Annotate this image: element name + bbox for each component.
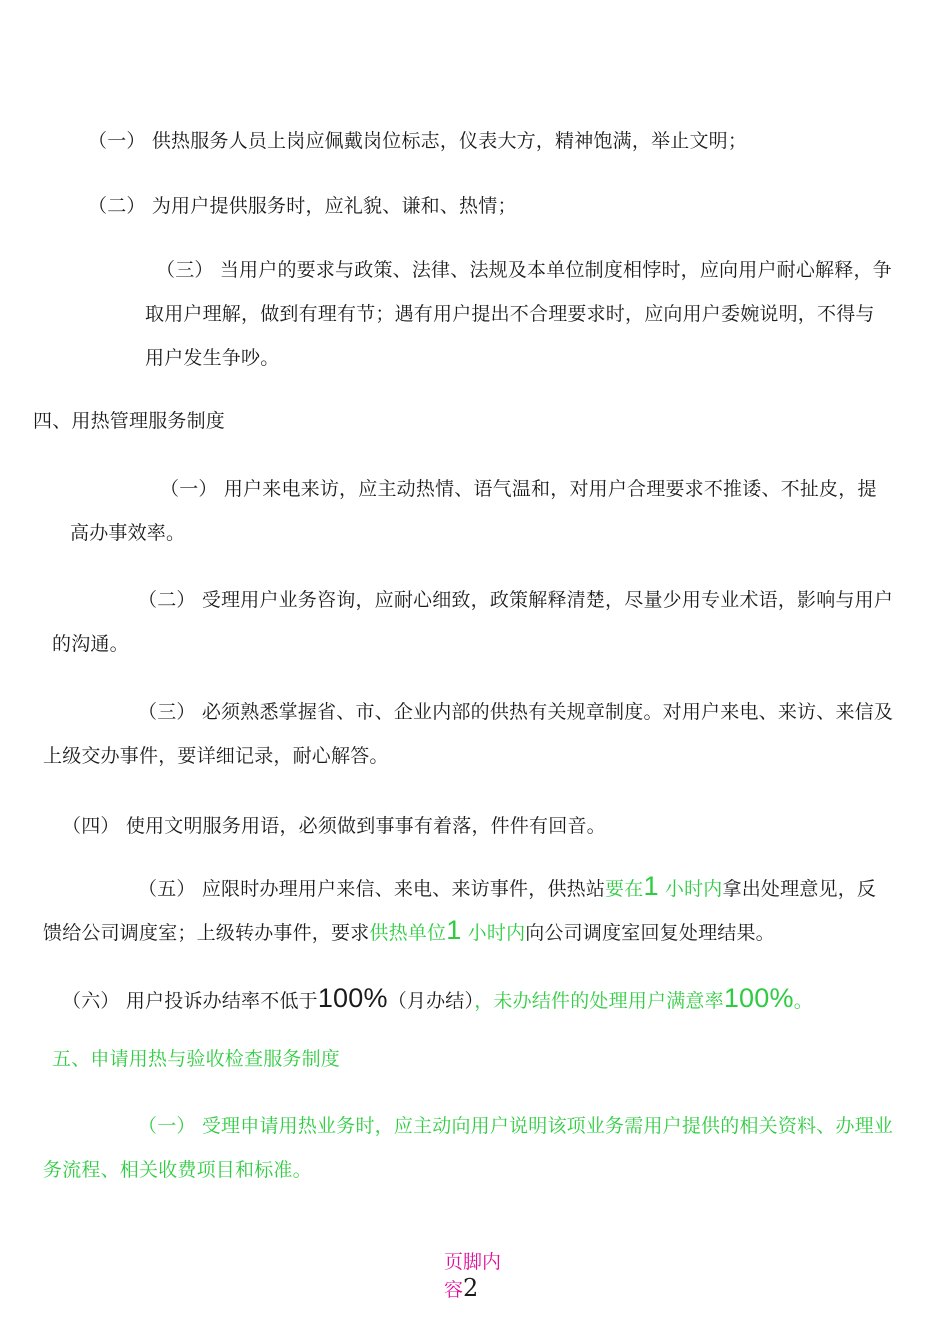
paragraph-3-3-line1: （三） 当用户的要求与政策、法律、法规及本单位制度相悖时，应向用户耐心解释，争 bbox=[156, 259, 892, 281]
paragraph-4-6 bbox=[62, 983, 813, 1013]
footer-text-line1: 页脚内 bbox=[444, 1251, 502, 1273]
footer-text-line2 bbox=[444, 1275, 501, 1303]
paragraph-4-5-line1 bbox=[138, 871, 877, 901]
highlight-text: 要在 bbox=[605, 878, 644, 900]
paragraph-4-3-line1: （三） 必须熟悉掌握省、市、企业内部的供热有关规章制度。对用户来电、来访、来信及 bbox=[138, 701, 894, 723]
text-segment: （五） 应限时办理用户来信、来电、来访事件，供热站 bbox=[138, 878, 606, 900]
paragraph-4-3-line2: 上级交办事件，要详细记录，耐心解答。 bbox=[43, 745, 389, 767]
highlight-number: 1 bbox=[643, 871, 659, 901]
highlight-text: 。 bbox=[793, 990, 813, 1012]
paragraph-5-1-line2: 务流程、相关收费项目和标准。 bbox=[43, 1159, 312, 1181]
paragraph-3-3-line2: 取用户理解，做到有理有节；遇有用户提出不合理要求时，应向用户委婉说明，不得与 bbox=[145, 303, 875, 325]
section-5-heading: 五、申请用热与验收检查服务制度 bbox=[52, 1048, 341, 1070]
highlight-number: 1 bbox=[446, 915, 462, 945]
text-segment: （月办结） bbox=[387, 990, 475, 1012]
paragraph-3-2: （二） 为用户提供服务时，应礼貌、谦和、热情； bbox=[88, 195, 517, 217]
paragraph-4-1-line1: （一） 用户来电来访，应主动热情、语气温和，对用户合理要求不推诿、不扯皮，提 bbox=[160, 478, 877, 500]
percent-value: 100% bbox=[317, 983, 388, 1013]
highlight-text: 小时内 bbox=[658, 878, 723, 900]
footer-text: 容 bbox=[444, 1279, 464, 1301]
paragraph-4-2-line2: 的沟通。 bbox=[52, 633, 129, 655]
page-footer bbox=[444, 1249, 501, 1303]
page-number: 2 bbox=[463, 1274, 479, 1302]
paragraph-4-2-line1: （二） 受理用户业务咨询，应耐心细致，政策解释清楚，尽量少用专业术语，影响与用户 bbox=[138, 589, 894, 611]
highlight-text: ，未办结件的处理用户满意率 bbox=[474, 990, 724, 1012]
text-segment: 拿出处理意见，反 bbox=[722, 878, 877, 900]
paragraph-4-4: （四） 使用文明服务用语，必须做到事事有着落，件件有回音。 bbox=[62, 815, 606, 837]
highlight-text: 供热单位 bbox=[369, 922, 447, 944]
text-segment: 向公司调度室回复处理结果。 bbox=[525, 922, 775, 944]
paragraph-4-1-line2: 高办事效率。 bbox=[70, 522, 186, 544]
text-segment: （六） 用户投诉办结率不低于 bbox=[62, 990, 318, 1012]
paragraph-3-3-line3: 用户发生争吵。 bbox=[145, 347, 280, 369]
paragraph-3-1: （一） 供热服务人员上岗应佩戴岗位标志，仪表大方，精神饱满，举止文明； bbox=[88, 130, 748, 152]
paragraph-5-1-line1: （一） 受理申请用热业务时，应主动向用户说明该项业务需用户提供的相关资料、办理业 bbox=[138, 1115, 894, 1137]
text-segment: 馈给公司调度室；上级转办事件，要求 bbox=[43, 922, 370, 944]
highlight-percent: 100% bbox=[723, 983, 794, 1013]
paragraph-4-5-line2 bbox=[43, 915, 775, 945]
highlight-text: 小时内 bbox=[461, 922, 526, 944]
section-4-heading: 四、用热管理服务制度 bbox=[33, 410, 226, 432]
